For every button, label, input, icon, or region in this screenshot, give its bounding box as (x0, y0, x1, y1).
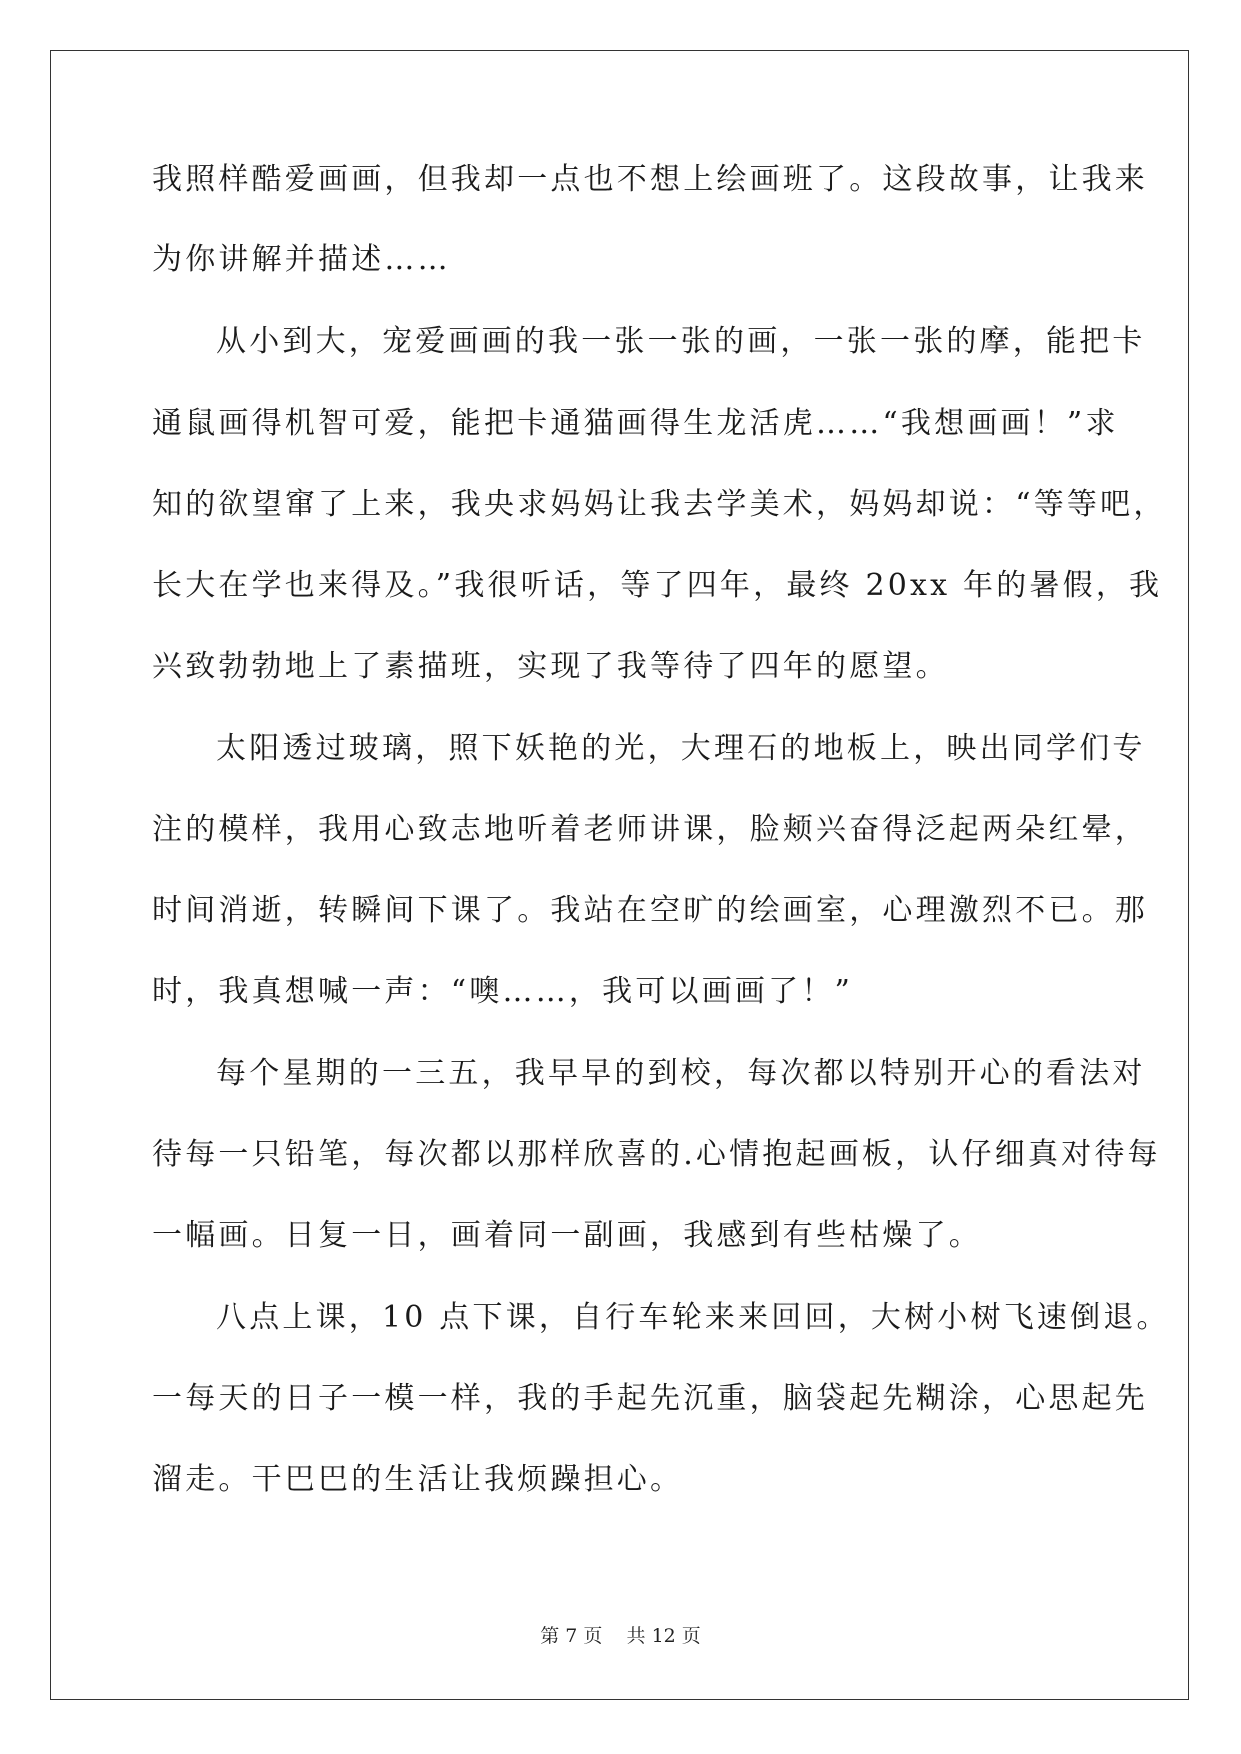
text-line: 待每一只铅笔，每次都以那样欣喜的.心情抱起画板，认仔细真对待每 (152, 1137, 1161, 1172)
text-line: 知的欲望窜了上来，我央求妈妈让我去学美术，妈妈却说：“等等吧， (152, 487, 1167, 522)
text-line: 为你讲解并描述…… (152, 242, 451, 277)
text-line: 时间消逝，转瞬间下课了。我站在空旷的绘画室，心理激烈不已。那 (152, 893, 1148, 928)
text-line: 一每天的日子一模一样，我的手起先沉重，脑袋起先糊涂，心思起先 (152, 1381, 1148, 1416)
text-line: 溜走。干巴巴的生活让我烦躁担心。 (152, 1462, 684, 1497)
text-line: 兴致勃勃地上了素描班，实现了我等待了四年的愿望。 (152, 649, 949, 684)
paragraph-first-line: 八点上课，10 点下课，自行车轮来来回回，大树小树飞速倒退。 (216, 1300, 1170, 1335)
text-line: 时，我真想喊一声：“噢……，我可以画画了！” (152, 974, 854, 1009)
paragraph-first-line: 从小到大，宠爱画画的我一张一张的画，一张一张的摩，能把卡 (216, 324, 1146, 359)
paragraph-first-line: 太阳透过玻璃，照下妖艳的光，大理石的地板上，映出同学们专 (216, 731, 1146, 766)
text-line: 我照样酷爱画画，但我却一点也不想上绘画班了。这段故事，让我来 (152, 162, 1148, 197)
page-border (50, 50, 1189, 1700)
text-line: 长大在学也来得及。”我很听话，等了四年，最终 20xx 年的暑假，我 (152, 568, 1163, 603)
text-line: 通鼠画得机智可爱，能把卡通猫画得生龙活虎……“我想画画！”求 (152, 406, 1119, 441)
text-line: 一幅画。日复一日，画着同一副画，我感到有些枯燥了。 (152, 1218, 982, 1253)
paragraph-first-line: 每个星期的一三五，我早早的到校，每次都以特别开心的看法对 (216, 1056, 1146, 1091)
text-line: 注的模样，我用心致志地听着老师讲课，脸颊兴奋得泛起两朵红晕， (152, 812, 1148, 847)
page-number: 第 7 页 共 12 页 (540, 1625, 701, 1647)
